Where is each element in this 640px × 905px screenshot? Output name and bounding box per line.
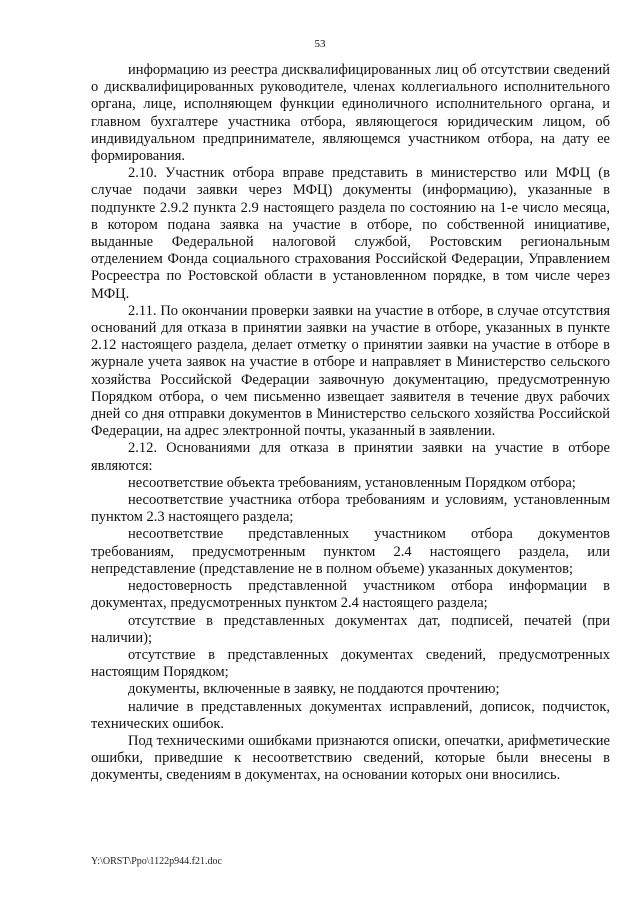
list-item: недостоверность представленной участником отбора информации в документах, предусмотренных пунктом 2.4 настоящего раздела; [91,578,610,612]
file-path-footer: Y:\ORST\Ppo\1122p944.f21.doc [91,856,222,867]
list-item: отсутствие в представленных документах сведений, предусмотренных настоящим Порядком; [91,646,610,681]
list-item: несоответствие представленных участником отбора документов требованиям, предусмотренным пунктом 2.4 настоящего раздела, или непредставление (представление не в полном объеме) указанных документов; [91,526,610,577]
document-body [91,62,610,785]
list-item: наличие в представленных документах исправлений, дописок, подчисток, технических ошибок. [91,698,610,732]
list-item: отсутствие в представленных документах дат, подписей, печатей (при наличии); [91,612,610,646]
paragraph-technical-errors: Под техническими ошибками признаются описки, опечатки, арифметические ошибки, приведшие к несоответствию сведений, которые были внесены в документы, сведениям в документах, на основании которых они вносились. [91,732,610,784]
paragraph-2-11: 2.11. По окончании проверки заявки на участие в отборе, в случае отсутствия оснований для отказа в принятии заявки на участие в отборе, указанных в пункте 2.12 настоящего раздела, делает отметку о принятии заявки на участие в отборе в журнале учета заявок на участие в отборе и направляет в Министерство сельского хозяйства Российской Федерации заявочную документацию, предусмотренную Порядком отбора, о чем письменно извещает заявителя в течение двух рабочих дней со дня отправки документов в Министерство сельского хозяйства Российской Федерации, на адрес электронной почты, указанный в заявлении. [91,302,610,440]
list-item: несоответствие участника отбора требованиям и условиям, установленным пунктом 2.3 настоящего раздела; [91,492,610,526]
list-item: документы, включенные в заявку, не поддаются прочтению; [128,681,500,698]
list-item: несоответствие объекта требованиям, установленным Порядком отбора; [128,474,576,491]
page-number: 53 [314,38,326,50]
paragraph-2-10: 2.10. Участник отбора вправе представить в министерство или МФЦ (в случае подачи заявки через МФЦ) документы (информацию), указанные в подпункте 2.9.2 пункта 2.9 настоящего раздела по состоянию на 1-е число месяца, в котором подана заявка на участие в отборе, по собственной инициативе, выданные Федеральной налоговой службой, Ростовским региональным отделением Фонда социального страхования Российской Федерации, Управлением Росреестра по Ростовской области в установленном порядке, в том числе через МФЦ. [91,165,610,302]
paragraph-2-12: 2.12. Основаниями для отказа в принятии заявки на участие в отборе являются: [91,440,610,474]
paragraph-continuation: информацию из реестра дисквалифицированных лиц об отсутствии сведений о дисквалифицированных руководителе, членах коллегиального исполнительного органа, лице, исполняющем функции единоличного исполнительного органа, и главном бухгалтере участника отбора, являющегося юридическим лицом, об индивидуальном предпринимателе, являющемся участником отбора, на дату ее формирования. [91,62,610,165]
